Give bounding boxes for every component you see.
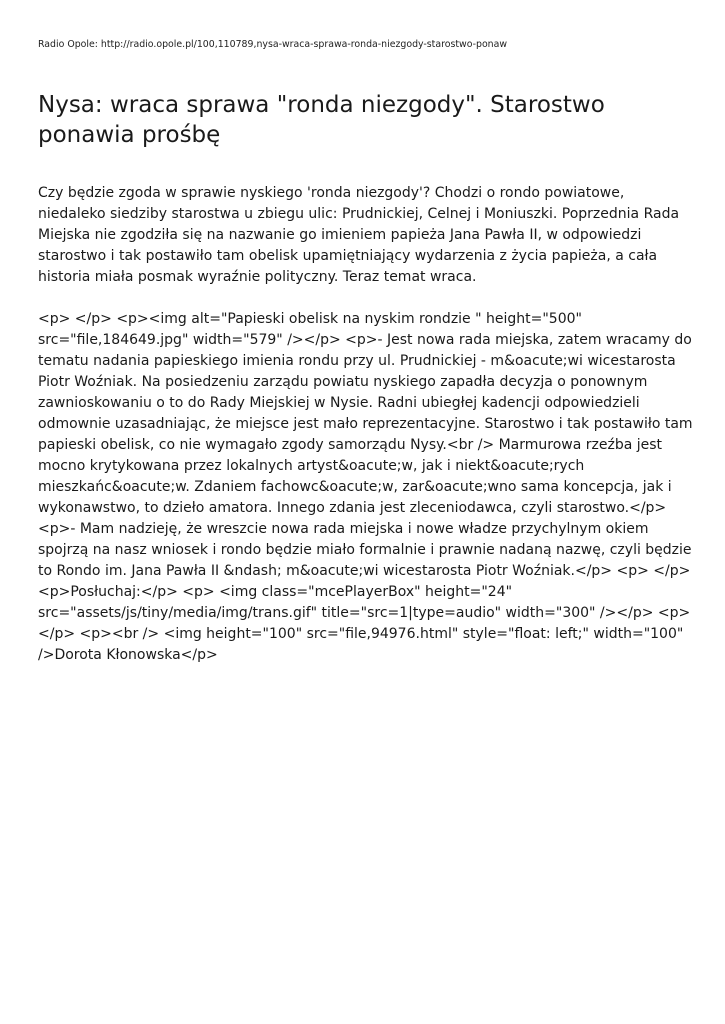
source-line bbox=[38, 38, 693, 52]
article-body: <p> </p> <p><img alt="Papieski obelisk na nyskim rondzie " height="500" src="file,184649.jpg" width="579" /></p> <p>- Jest nowa rada miejska, zatem wracamy do tematu nadania papieskiego imienia rondu przy ul. Prudnickiej - m&oacute;wi wicestarosta Piotr Woźniak. Na posiedzeniu zarządu powiatu nyskiego zapadła decyzja o ponownym zawnioskowaniu o to do Rady Miejskiej w Nysie. Radni ubiegłej kadencji odpowiedzieli odmownie uzasadniając, że miejsce jest mało reprezentacyjne. Starostwo i tak postawiło tam papieski obelisk, co nie wymagało zgody samorządu Nysy.<br /> Marmurowa rzeźba jest mocno krytykowana przez lokalnych artyst&oacute;w, jak i niekt&oacute;rych mieszkańc&oacute;w. Zdaniem fachowc&oacute;w, zar&oacute;wno sama koncepcja, jak i wykonawstwo, to dzieło amatora. Innego zdania jest zleceniodawca, czyli starostwo.</p> <p>- Mam nadzieję, że wreszcie nowa rada miejska i nowe władze przychylnym okiem spojrzą na nasz wniosek i rondo będzie miało formalnie i prawnie nadaną nazwę, czyli będzie to Rondo im. Jana Pawła II &ndash; m&oacute;wi wicestarosta Piotr Woźniak.</p> <p> </p> <p>Posłuchaj:</p> <p> <img class="mcePlayerBox" height="24" src="assets/js/tiny/media/img/trans.gif" title="src=1|type=audio" width="300" /></p> <p> </p> <p><br /> <img height="100" src="file,94976.html" style="float: left;" width="100" />Dorota Kłonowska</p> bbox=[38, 311, 693, 663]
document-page bbox=[38, 0, 693, 666]
source-label: Radio Opole: bbox=[38, 39, 98, 50]
source-url[interactable]: http://radio.opole.pl/100,110789,nysa-wraca-sprawa-ronda-niezgody-starostwo-ponaw bbox=[100, 39, 508, 50]
article-title: Nysa: wraca sprawa "ronda niezgody". Starostwo ponawia prośbę bbox=[38, 92, 605, 148]
article-lead: Czy będzie zgoda w sprawie nyskiego 'ronda niezgody'? Chodzi o rondo powiatowe, niedaleko siedziby starostwa u zbiegu ulic: Prudnickiej, Celnej i Moniuszki. Poprzednia Rada Miejska nie zgodziła się na nazwanie go imieniem papieża Jana Pawła II, w odpowiedzi starostwo i tak postawiło tam obelisk upamiętniający wydarzenia z życia papieża, a cała historia miała posmak wyraźnie polityczny. Teraz temat wraca. bbox=[38, 185, 680, 285]
